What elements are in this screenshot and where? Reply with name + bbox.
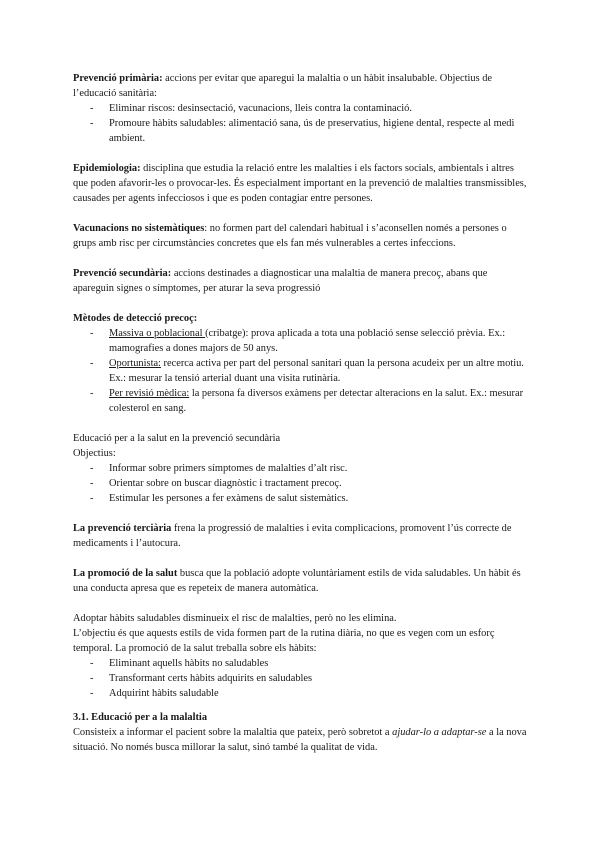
- list-item-term: Massiva o poblacional: [109, 328, 206, 339]
- list-item-text: Informar sobre primers símptomes de malalties d’alt risc.: [109, 463, 348, 474]
- text-section-3-1-before: Consisteix a informar el pacient sobre la malaltia que pateix, però sobretot a: [73, 727, 393, 738]
- text-promocio-salut: busca que la població adopte voluntàriament estils de vida saludables. Un hàbit és una conducta apresa que es repeteix de manera automàtica.: [73, 568, 521, 594]
- paragraph-epidemiologia: [73, 161, 528, 206]
- text-vacunacions: : no formen part del calendari habitual i s’aconsellen només a persones o grups amb risc per circumstàncies concretes que els fan més vulnerables a certes infeccions.: [73, 223, 507, 249]
- term-vacunacions: Vacunacions no sistemàtiques: [73, 223, 205, 234]
- term-promocio-salut: La promoció de la salut: [73, 568, 178, 579]
- bullet-dash: -: [90, 358, 94, 369]
- list-item: [73, 101, 528, 116]
- bullet-dash: -: [90, 688, 94, 699]
- list-item-text: Eliminant aquells hàbits no saludables: [109, 658, 269, 669]
- list-metodes: [73, 326, 528, 416]
- list-item: [73, 461, 528, 476]
- list-item-text: Eliminar riscos: desinsectació, vacunacions, lleis contra la contaminació.: [109, 103, 412, 114]
- term-prevencio-secundaria: Prevenció secundària:: [73, 268, 172, 279]
- term-prevencio-primaria: Prevenció primària:: [73, 73, 163, 84]
- list-habits: [73, 656, 528, 701]
- list-objectius: [73, 461, 528, 506]
- bullet-dash: -: [90, 388, 94, 399]
- bullet-dash: -: [90, 658, 94, 669]
- paragraph-vacunacions: [73, 221, 528, 251]
- list-item-term: Per revisió mèdica:: [109, 388, 190, 399]
- list-item-text: (cribatge): prova aplicada a tota una població sense selecció prèvia. Ex.: mamografies a dones majors de 50 anys.: [109, 328, 506, 354]
- paragraph-habits-2: L’objectiu és que aquests estils de vida formen part de la rutina diària, no que es vegen com un esforç temporal. La promoció de la salut treballa sobre els hàbits:: [73, 628, 495, 654]
- paragraph-objectius: Objectius:: [73, 448, 116, 459]
- list-item-text: recerca activa per part del personal sanitari quan la persona acudeix per un altre motiu. Ex.: mesurar la tensió arterial duant una visita rutinària.: [109, 358, 524, 384]
- bullet-dash: -: [90, 463, 94, 474]
- heading-section-3-1: 3.1. Educació per a la malaltia: [73, 712, 208, 723]
- list-item: [73, 671, 528, 686]
- text-epidemiologia: disciplina que estudia la relació entre les malalties i els factors socials, ambientals i altres que poden afavorir-les o provocar-les. És especialment important en la prevenció de malalties transmissibles, causades per agents infecciosos i que es poden contagiar entre persones.: [73, 163, 527, 204]
- list-item: [73, 386, 528, 416]
- list-item: [73, 491, 528, 506]
- bullet-dash: -: [90, 103, 94, 114]
- list-item: [73, 116, 528, 146]
- text-section-3-1-after: a la nova situació. No només busca millorar la salut, sinó també la qualitat de vida.: [73, 727, 527, 753]
- bullet-dash: -: [90, 478, 94, 489]
- text-section-3-1-emphasis: ajudar-lo a adaptar-se: [392, 727, 487, 738]
- paragraph-prevencio-primaria: [73, 71, 528, 101]
- document-content: [73, 71, 528, 755]
- paragraph-promocio-salut: [73, 566, 528, 596]
- text-prevencio-terciaria: frena la progressió de malalties i evita complicacions, promovent l’ús correcte de medicaments i l’autocura.: [73, 523, 512, 549]
- list-primaria: [73, 101, 528, 146]
- bullet-dash: -: [90, 673, 94, 684]
- bullet-dash: -: [90, 493, 94, 504]
- bullet-dash: -: [90, 118, 94, 129]
- paragraph-prevencio-secundaria: [73, 266, 528, 296]
- paragraph-habits-1: Adoptar hàbits saludables disminueix el risc de malalties, però no les elimina.: [73, 613, 397, 624]
- term-epidemiologia: Epidemiologia:: [73, 163, 141, 174]
- text-prevencio-primaria: accions per evitar que aparegui la malaltia o un hàbit insalubable. Objectius de l’educació sanitària:: [73, 73, 493, 99]
- list-item: [73, 656, 528, 671]
- bullet-dash: -: [90, 328, 94, 339]
- list-item: [73, 356, 528, 386]
- term-prevencio-terciaria: La prevenció terciària: [73, 523, 172, 534]
- paragraph-prevencio-terciaria: [73, 521, 528, 551]
- list-item-text: Adquirint hàbits saludable: [109, 688, 219, 699]
- list-item-text: Estimular les persones a fer exàmens de salut sistemàtics.: [109, 493, 349, 504]
- list-item: [73, 686, 528, 701]
- list-item-text: la persona fa diversos exàmens per detectar alteracions en la salut. Ex.: mesurar colesterol en sang.: [109, 388, 524, 414]
- heading-metodes-deteccio: Mètodes de detecció precoç:: [73, 313, 198, 324]
- list-item-term: Oportunista:: [109, 358, 161, 369]
- paragraph-educacio-secundaria-title: Educació per a la salut en la prevenció secundària: [73, 433, 281, 444]
- list-item: [73, 476, 528, 491]
- list-item-text: Promoure hàbits saludables: alimentació sana, ús de preservatius, higiene dental, respecte al medi ambient.: [109, 118, 515, 144]
- list-item: [73, 326, 528, 356]
- list-item-text: Orientar sobre on buscar diagnòstic i tractament precoç.: [109, 478, 342, 489]
- list-item-text: Transformant certs hàbits adquirits en saludables: [109, 673, 313, 684]
- text-prevencio-secundaria: accions destinades a diagnosticar una malaltia de manera precoç, abans que apareguin signes o símptomes, per aturar la seva progressió: [73, 268, 488, 294]
- paragraph-section-3-1: [73, 725, 528, 755]
